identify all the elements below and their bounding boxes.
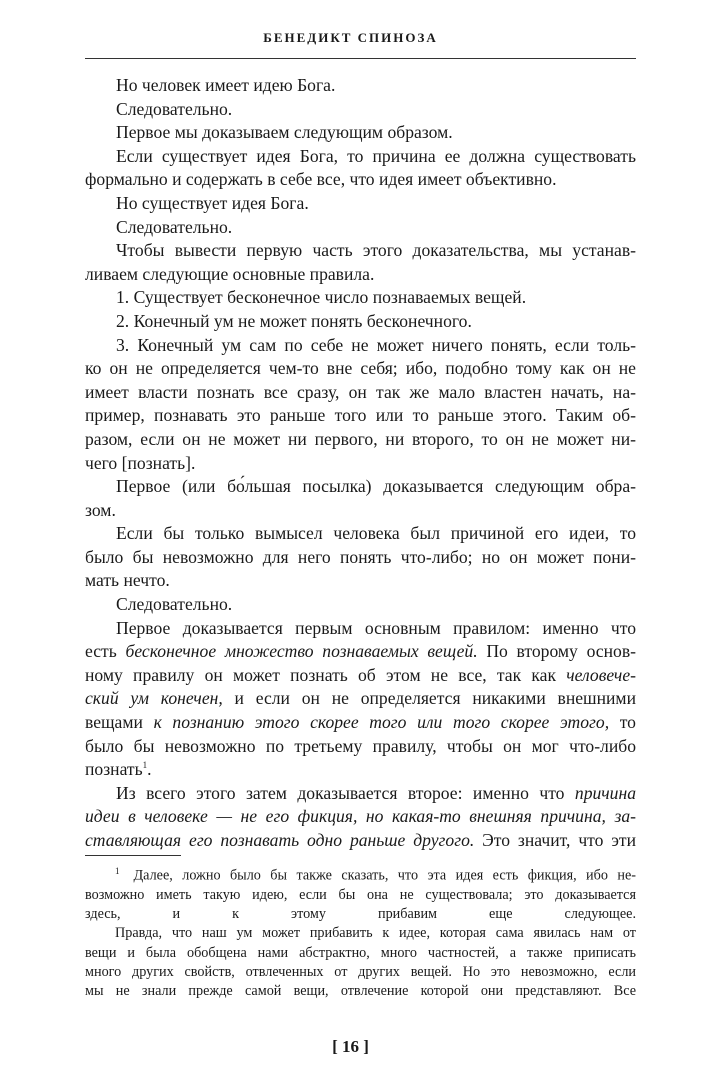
text-line: Если существует идея Бога, то причина ее должна существовать (116, 145, 636, 166)
page-number: [ 16 ] (332, 1037, 369, 1056)
footnote-rule (85, 855, 181, 856)
text-segment: и если он не определяется никакими внешними (222, 688, 636, 709)
footnote-line: много других свойств, отвлеченных от других вещей. Но это невозможно, если (85, 963, 636, 980)
footnotes (85, 862, 636, 1001)
text-line: Но человек имеет идею Бога. (116, 75, 336, 95)
text-line (85, 640, 636, 664)
text-line: Первое доказывается первым основным правилом: именно что (116, 617, 636, 638)
text-line: Следовательно. (116, 594, 233, 615)
running-header: БЕНЕДИКТ СПИНОЗА (263, 30, 438, 45)
main-text (85, 74, 636, 853)
text-line: Следовательно. (116, 98, 233, 119)
footnote-line: вещи и была обобщена нами абстрактно, много частностей, а также приписать (85, 944, 636, 961)
text-segment: ному правилу он может познать об этом не все, так как (85, 664, 567, 685)
text-line (85, 829, 636, 853)
text-segment: . (147, 759, 152, 780)
footnote-line: здесь, и к этому прибавим еще следующее. (85, 906, 636, 923)
italic-segment: идеи в человеке — не его фикция, но какая-то внешняя причина, за- (85, 806, 636, 827)
text-line: ко он не определяется чем-то вне себя; ибо, подобно тому как он не (85, 358, 636, 379)
text-line: пример, познавать это раньше того или то раньше этого. Таким об- (85, 405, 636, 426)
text-line: Чтобы вывести первую часть этого доказательства, мы устанав- (116, 240, 636, 261)
text-line: Но существует идея Бога. (116, 192, 309, 213)
text-line: разом, если он не может ни первого, ни второго, то он не может ни- (85, 428, 636, 449)
footnote-line: Правда, что наш ум может прибавить к идее, которая сама явилась нам от (115, 925, 636, 942)
text-line: Если бы только вымысел человека был причиной его идеи, то (116, 523, 636, 544)
header-rule (85, 58, 636, 59)
text-line: чего [познать]. (85, 452, 196, 473)
text-segment: вещами (85, 712, 154, 733)
text-line (85, 782, 636, 806)
footnote-ref: 1 (142, 760, 148, 771)
text-line: было бы невозможно по третьему правилу, чтобы он мог что-либо (85, 735, 636, 756)
text-line: Первое мы доказываем следующим образом. (116, 122, 453, 143)
italic-segment: ский ум конечен, (85, 688, 223, 709)
text-segment: познать (85, 759, 143, 780)
footnote-line: возможно иметь такую идею, если бы она не существовала; это доказывается (85, 886, 636, 903)
text-line: Первое (или бо́льшая посылка) доказывается следующим обра- (116, 476, 636, 497)
text-segment: По второму основ- (477, 641, 636, 662)
text-line: формально и содержать в себе все, что идея имеет объективно. (85, 169, 557, 190)
text-line: зом. (85, 499, 116, 520)
text-segment: Это значит, что эти (474, 830, 636, 850)
text-line: 1. Существует бесконечное число познаваемых вещей. (116, 287, 527, 308)
text-segment: есть (85, 641, 126, 662)
text-line: Следовательно. (116, 216, 233, 237)
text-line (85, 711, 636, 735)
text-line (85, 805, 636, 829)
text-segment: Далее, ложно было бы также сказать, что эта идея есть фикция, ибо не- (133, 867, 636, 884)
footnote-mark: 1 (115, 866, 120, 876)
italic-segment: к познанию этого скорее того или того скорее этого, (153, 712, 610, 733)
text-line: 2. Конечный ум не может понять бесконечного. (116, 310, 472, 331)
text-line: было бы невозможно для него понять что-либо; но он может пони- (85, 546, 636, 567)
italic-segment: человече- (566, 664, 636, 685)
footnote-line (85, 862, 636, 886)
text-segment: Из всего этого затем доказывается второе: именно что (116, 782, 575, 803)
text-line (85, 664, 636, 688)
text-line: ливаем следующие основные правила. (85, 263, 375, 284)
text-line (85, 758, 636, 782)
italic-segment: ставляющая его познавать одно раньше другого. (85, 830, 475, 850)
text-line: 3. Конечный ум сам по себе не может ничего понять, если толь- (116, 334, 636, 355)
footnote-line: мы не знали прежде самой вещи, отвлечение которой они представляют. Все (85, 982, 636, 999)
italic-segment: бесконечное множество познаваемых вещей. (125, 641, 478, 662)
text-line: имеет власти познать все сразу, он так же мало властен начать, на- (85, 381, 636, 402)
text-line: мать нечто. (85, 570, 170, 591)
text-segment: то (609, 712, 636, 733)
italic-segment: причина (574, 782, 636, 803)
text-line (85, 687, 636, 711)
